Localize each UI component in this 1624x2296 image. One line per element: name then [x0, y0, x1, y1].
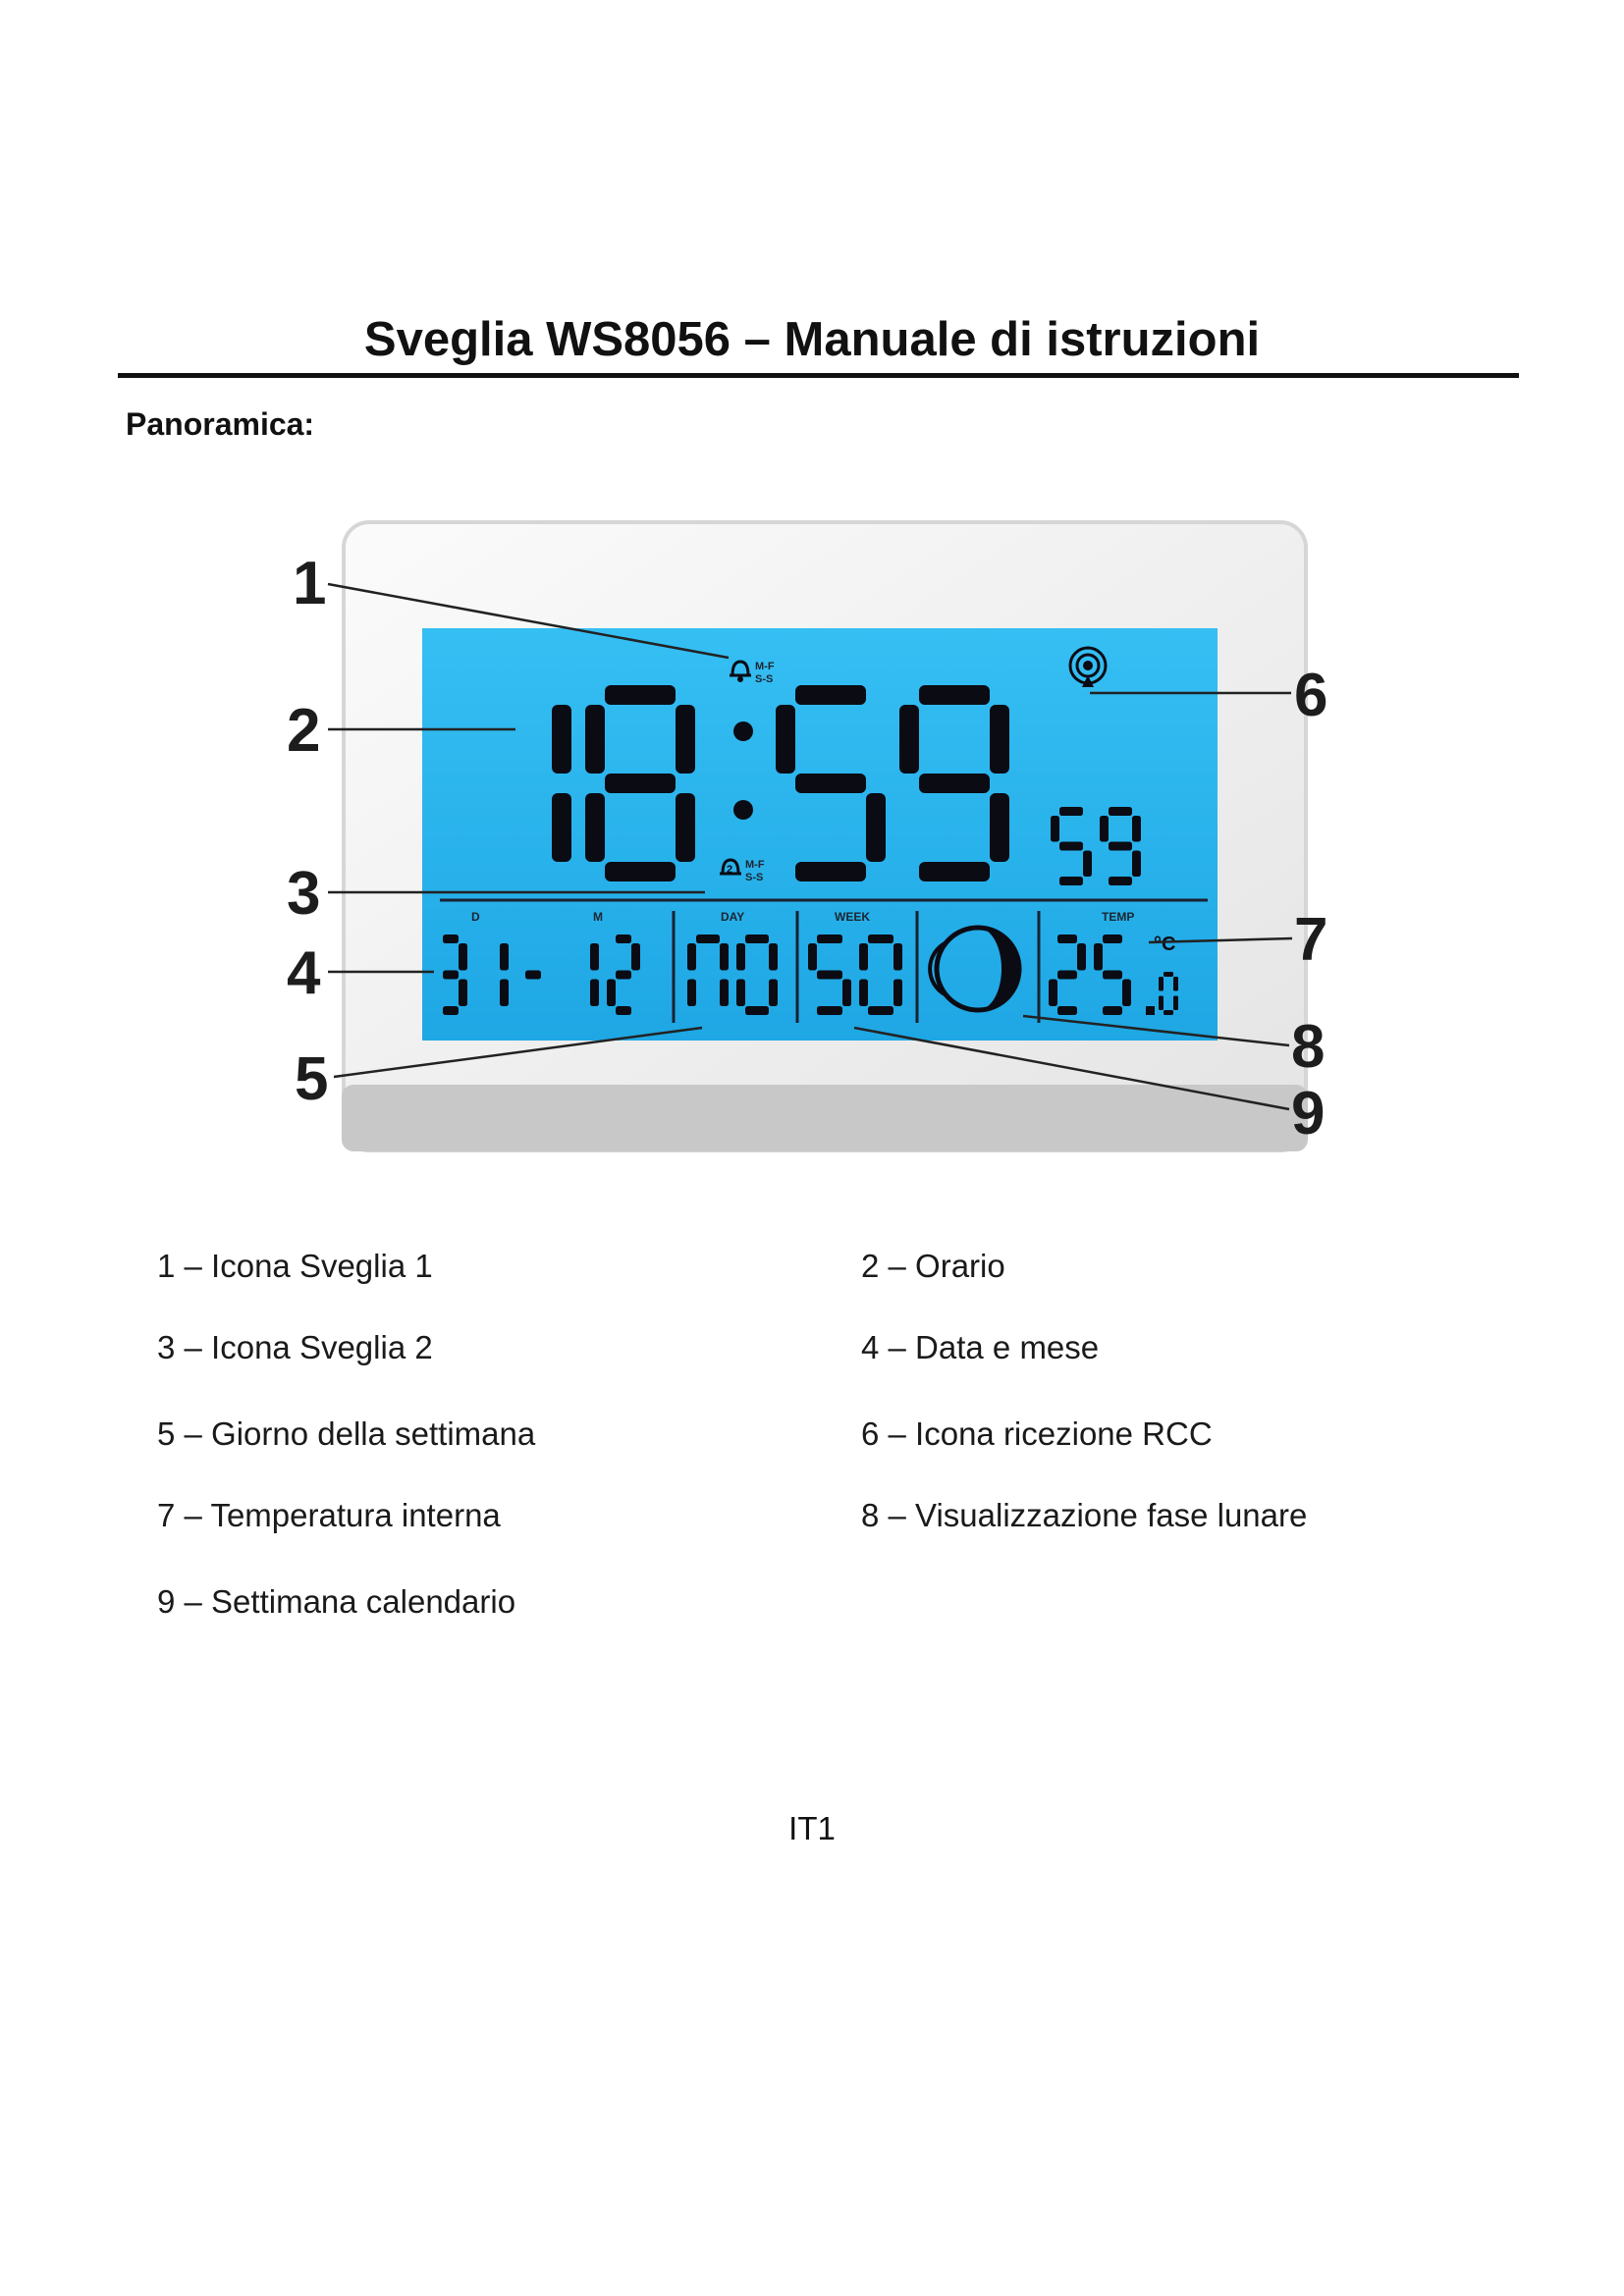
seg-seconds-segment: [1083, 851, 1092, 878]
page-title: Sveglia WS8056 – Manuale di istruzioni: [363, 313, 1261, 366]
seg-date-segment: [631, 943, 640, 971]
seg-temp-segment: [1173, 996, 1178, 1011]
seg-date-segment: [443, 971, 459, 980]
label-week: WEEK: [835, 910, 870, 924]
seg-week-segment: [842, 980, 851, 1007]
seg-day-segment: [769, 943, 778, 971]
time-colon-bottom: [733, 800, 753, 820]
legend-item-9: 9 – Settimana calendario: [157, 1583, 516, 1620]
legend-item-2: 2 – Orario: [861, 1248, 1005, 1284]
callout-1: 1: [293, 550, 327, 617]
seg-time-segment: [866, 793, 886, 862]
section-heading: Panoramica:: [126, 406, 315, 442]
seg-date-segment: [443, 1006, 459, 1015]
seg-time-segment: [605, 862, 676, 881]
seg-time-segment: [795, 774, 866, 793]
callout-8: 8: [1291, 1013, 1326, 1081]
legend-item-3: 3 – Icona Sveglia 2: [157, 1329, 433, 1365]
callout-5: 5: [295, 1045, 329, 1113]
legend-item-6: 6 – Icona ricezione RCC: [861, 1415, 1213, 1452]
seg-time-segment: [776, 705, 795, 774]
label-temp: TEMP: [1102, 910, 1135, 924]
seg-week-segment: [808, 943, 817, 971]
seg-week-segment: [817, 1006, 842, 1015]
seg-week-segment: [859, 980, 868, 1007]
seg-week-segment: [868, 934, 893, 943]
callout-9: 9: [1291, 1080, 1326, 1148]
callout-4: 4: [287, 939, 321, 1007]
seg-time-segment: [795, 862, 866, 881]
seg-time-segment: [676, 705, 695, 774]
seg-date-segment: [500, 980, 509, 1007]
seg-temp-segment: [1077, 943, 1086, 971]
seg-temp-segment: [1103, 1006, 1122, 1015]
seg-day-segment: [736, 943, 745, 971]
seg-temp-segment: [1164, 1010, 1173, 1015]
temperature-decimal-point: [1146, 1006, 1155, 1015]
seg-time-segment: [605, 685, 676, 705]
clock-base: [342, 1085, 1308, 1151]
callout-6: 6: [1294, 662, 1328, 729]
time-colon-top: [733, 721, 753, 741]
seg-date-segment: [590, 980, 599, 1007]
seg-day-segment: [720, 943, 729, 971]
alarm-1-days-ss: S-S: [755, 673, 774, 685]
seg-temp-segment: [1057, 934, 1077, 943]
legend-item-1: 1 – Icona Sveglia 1: [157, 1248, 433, 1284]
seg-week-segment: [868, 1006, 893, 1015]
seg-time-segment: [919, 685, 990, 705]
seg-temp-segment: [1049, 980, 1057, 1007]
legend-item-4: 4 – Data e mese: [861, 1329, 1100, 1365]
seg-seconds-segment: [1059, 877, 1083, 885]
seg-temp-segment: [1173, 977, 1178, 991]
seg-date-segment: [616, 934, 631, 943]
temp-unit: °C: [1154, 934, 1176, 955]
seg-date-segment: [459, 980, 467, 1007]
seg-date-segment: [616, 1006, 631, 1015]
seg-seconds-segment: [1132, 816, 1141, 842]
seg-seconds-segment: [1132, 851, 1141, 878]
title-divider: [118, 373, 1519, 378]
seg-date-char-2: [525, 971, 541, 980]
seg-day-segment: [736, 980, 745, 1007]
seg-time-segment: [919, 774, 990, 793]
alarm-2-days-mf: M-F: [745, 859, 765, 871]
seg-temp-segment: [1094, 943, 1103, 971]
clock-diagram: [265, 510, 1375, 1178]
seg-date-segment: [616, 971, 631, 980]
seg-temp-segment: [1103, 971, 1122, 980]
seg-seconds-segment: [1109, 877, 1132, 885]
callout-3: 3: [287, 860, 321, 928]
seg-week-segment: [893, 980, 902, 1007]
seg-date-segment: [607, 980, 616, 1007]
seg-time-segment: [605, 774, 676, 793]
seg-seconds-segment: [1059, 842, 1083, 851]
seg-temp-segment: [1159, 996, 1164, 1011]
seg-temp-segment: [1057, 971, 1077, 980]
legend-item-5: 5 – Giorno della settimana: [157, 1415, 536, 1452]
seg-week-segment: [817, 971, 842, 980]
seg-day-segment: [745, 934, 769, 943]
callout-2: 2: [287, 697, 321, 765]
seg-temp-segment: [1103, 934, 1122, 943]
seg-seconds-segment: [1109, 807, 1132, 816]
seg-time-segment: [990, 705, 1009, 774]
seg-seconds-segment: [1059, 807, 1083, 816]
legend-item-8: 8 – Visualizzazione fase lunare: [861, 1497, 1308, 1533]
seg-week-segment: [859, 943, 868, 971]
seg-temp-segment: [1164, 972, 1173, 977]
seg-time-segment: [552, 793, 571, 862]
seg-day-segment: [687, 980, 696, 1007]
callout-7: 7: [1294, 906, 1328, 974]
seg-date-segment: [590, 943, 599, 971]
seg-date-segment: [459, 943, 467, 971]
seg-temp-segment: [1057, 1006, 1077, 1015]
seg-time-segment: [990, 793, 1009, 862]
label-m: M: [593, 910, 603, 924]
seg-time-segment: [552, 705, 571, 774]
label-day: DAY: [721, 910, 745, 924]
alarm-2-days-ss: S-S: [745, 872, 764, 883]
seg-day-segment: [769, 980, 778, 1007]
seg-day-segment: [687, 943, 696, 971]
seg-time-segment: [585, 705, 605, 774]
seg-week-segment: [893, 943, 902, 971]
legend-item-7: 7 – Temperatura interna: [157, 1497, 501, 1533]
seg-seconds-segment: [1109, 842, 1132, 851]
seg-time-segment: [585, 793, 605, 862]
seg-date-segment: [443, 934, 459, 943]
seg-time-segment: [899, 705, 919, 774]
svg-text:2: 2: [727, 864, 733, 876]
seg-temp-segment: [1122, 980, 1131, 1007]
seg-time-segment: [795, 685, 866, 705]
seg-week-segment: [817, 934, 842, 943]
seg-seconds-segment: [1051, 816, 1059, 842]
seg-date-segment: [500, 943, 509, 971]
seg-day-segment: [745, 1006, 769, 1015]
seg-day-segment: [720, 980, 729, 1007]
seg-day-segment: [696, 934, 720, 943]
page-number: IT1: [788, 1810, 836, 1846]
seg-date-segment: [525, 971, 541, 980]
alarm-1-days-mf: M-F: [755, 661, 775, 672]
seg-temp-segment: [1159, 977, 1164, 991]
seg-time-segment: [919, 862, 990, 881]
label-d: D: [471, 910, 480, 924]
seg-seconds-segment: [1100, 816, 1109, 842]
seg-time-segment: [676, 793, 695, 862]
